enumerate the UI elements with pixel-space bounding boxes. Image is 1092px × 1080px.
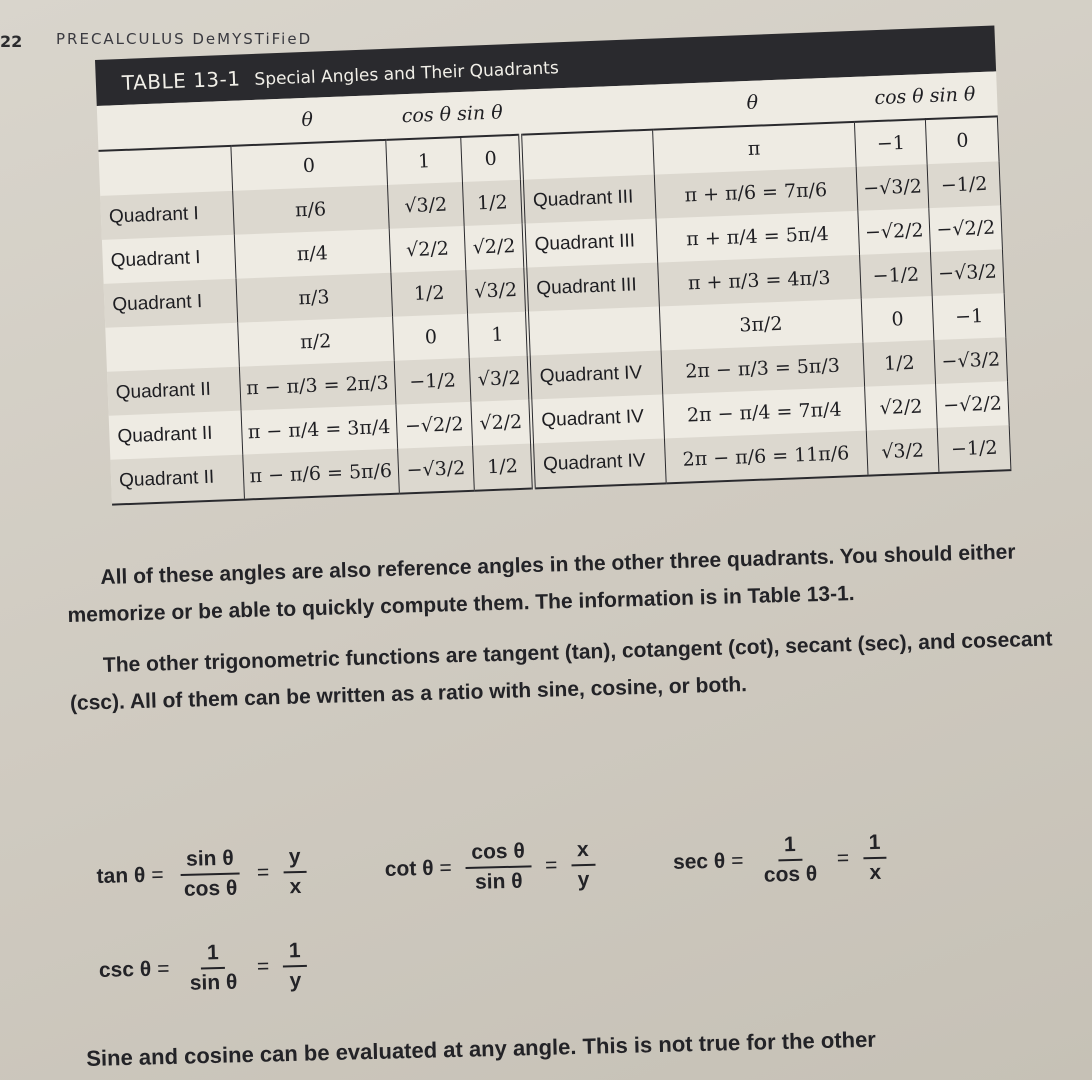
running-head: PRECALCULUS DeMYSTiFieD bbox=[56, 30, 313, 48]
table-cell-s1: 1/2 bbox=[462, 180, 523, 226]
cos-sin-header-right: cos θ sin θ bbox=[852, 71, 997, 121]
csc-den-1: sin θ bbox=[189, 970, 238, 995]
equals-sign: = bbox=[836, 846, 850, 870]
table-cell-t2: π + π/4 = 5π/4 bbox=[656, 211, 860, 263]
table-cell-c1: √3/2 bbox=[388, 182, 465, 229]
table-cell-t2: 2π − π/3 = 5π/3 bbox=[661, 343, 865, 395]
table-cell-t2: π + π/3 = 4π/3 bbox=[657, 255, 861, 307]
csc-fraction-2 bbox=[283, 939, 308, 994]
tan-den-1: cos θ bbox=[183, 876, 238, 901]
table-cell-q2: Quadrant III bbox=[524, 219, 658, 268]
table-cell-s1: 1 bbox=[467, 312, 528, 358]
cot-fraction-1 bbox=[465, 839, 532, 895]
table-cell-t1: 0 bbox=[230, 140, 387, 191]
table-cell-s2: −1 bbox=[933, 293, 1006, 340]
table-cell-t1: π/2 bbox=[237, 317, 394, 367]
tan-den-2: x bbox=[289, 875, 302, 899]
table-cell-c1: 1 bbox=[386, 137, 463, 185]
table-cell-q2 bbox=[527, 307, 661, 356]
table-cell-t1: π/3 bbox=[236, 273, 393, 323]
tan-formula bbox=[96, 845, 316, 904]
table-cell-c1: −1/2 bbox=[394, 358, 471, 405]
table-cell-c2: 1/2 bbox=[863, 340, 936, 387]
csc-num-2: 1 bbox=[283, 939, 307, 968]
theta-header-right: θ bbox=[651, 77, 855, 130]
table-cell-c2: −√2/2 bbox=[858, 208, 931, 255]
sec-fraction-1 bbox=[757, 832, 824, 888]
cot-num-2: x bbox=[571, 838, 595, 867]
table-cell-s1: √2/2 bbox=[464, 224, 525, 270]
cot-lhs: cot θ bbox=[384, 856, 434, 881]
sec-num-1: 1 bbox=[778, 833, 802, 862]
formula-row-1 bbox=[96, 828, 997, 904]
table-cell-q2: Quadrant IV bbox=[531, 394, 665, 443]
cot-fraction-2 bbox=[571, 838, 596, 893]
csc-lhs: csc θ bbox=[98, 957, 152, 982]
table-cell-q2: Quadrant III bbox=[526, 263, 660, 312]
table-cell-q1: Quadrant II bbox=[110, 455, 244, 505]
tan-num-2: y bbox=[283, 845, 307, 874]
sec-den-2: x bbox=[869, 860, 882, 885]
sec-formula bbox=[672, 830, 895, 889]
theta-header-left: θ bbox=[229, 95, 386, 146]
formulas bbox=[96, 828, 1000, 1038]
cot-num-1: cos θ bbox=[465, 839, 531, 869]
tan-fraction-2 bbox=[283, 845, 308, 900]
table-cell-c1: 1/2 bbox=[391, 270, 468, 317]
sec-lhs: sec θ bbox=[672, 849, 726, 874]
table-cell-s1: 1/2 bbox=[473, 443, 535, 490]
table-cell-t2: 2π − π/4 = 7π/4 bbox=[663, 387, 867, 439]
table-cell-q1: Quadrant I bbox=[104, 279, 238, 328]
table-cell-c2: −1/2 bbox=[859, 252, 932, 299]
table-cell-s2: 0 bbox=[926, 116, 999, 164]
equals-sign: = bbox=[256, 954, 270, 979]
table-cell-q1 bbox=[105, 323, 239, 372]
table-cell-s2: −√2/2 bbox=[936, 381, 1009, 428]
sec-fraction-2 bbox=[862, 831, 887, 886]
table-cell-q2: Quadrant IV bbox=[529, 350, 663, 399]
table-cell-c2: −√3/2 bbox=[856, 164, 929, 211]
equals-sign: = bbox=[439, 856, 453, 880]
table-cell-t2: π bbox=[652, 122, 856, 175]
table-cell-c1: −√2/2 bbox=[396, 402, 473, 449]
tan-lhs: tan θ bbox=[96, 863, 146, 888]
csc-num-1: 1 bbox=[201, 941, 225, 970]
equals-sign: = bbox=[156, 957, 170, 981]
table-cell-s1: √3/2 bbox=[466, 268, 527, 314]
table-cell-s2: −√3/2 bbox=[931, 249, 1004, 296]
table-cell-c2: √3/2 bbox=[866, 428, 939, 476]
table-cell-q1: Quadrant I bbox=[102, 235, 236, 284]
page-number: 22 bbox=[0, 32, 23, 51]
table-cell-t1: π/6 bbox=[232, 185, 389, 235]
table-cell-t1: π − π/4 = 3π/4 bbox=[241, 405, 398, 455]
cot-den-1: sin θ bbox=[474, 869, 523, 894]
csc-den-2: y bbox=[289, 969, 302, 993]
cot-den-2: y bbox=[577, 867, 590, 892]
sec-num-2: 1 bbox=[862, 831, 886, 860]
table-cell-q2: Quadrant III bbox=[522, 175, 656, 224]
table-cell-q1 bbox=[98, 146, 232, 196]
equals-sign: = bbox=[151, 863, 164, 887]
table-cell-t2: 3π/2 bbox=[659, 299, 863, 351]
body-text bbox=[66, 532, 1061, 736]
table-cell-s1: 0 bbox=[461, 135, 523, 182]
table-title: Special Angles and Their Quadrants bbox=[254, 58, 560, 90]
partial-text-line: Sine and cosine can be evaluated at any angle. This is not true for the other bbox=[86, 1026, 877, 1071]
tan-fraction-1 bbox=[177, 846, 244, 902]
table-cell-c2: 0 bbox=[861, 296, 934, 343]
table-cell-c1: 0 bbox=[393, 314, 470, 361]
table-cell-q2 bbox=[520, 130, 654, 180]
equals-sign: = bbox=[544, 853, 558, 878]
csc-formula bbox=[98, 939, 315, 998]
table-cell-s1: √3/2 bbox=[469, 356, 530, 402]
trig-table bbox=[97, 71, 1012, 505]
cos-sin-header-left: cos θ sin θ bbox=[384, 90, 520, 140]
table-cell-c2: −1 bbox=[854, 119, 927, 167]
table-cell-s2: −√3/2 bbox=[934, 337, 1007, 384]
table-cell-t2: 2π − π/6 = 11π/6 bbox=[664, 431, 868, 484]
table-number: TABLE 13-1 bbox=[121, 66, 241, 95]
table-cell-t1: π/4 bbox=[234, 229, 391, 279]
table-cell-q1: Quadrant II bbox=[107, 367, 241, 416]
csc-fraction-1 bbox=[183, 940, 244, 995]
special-angles-table bbox=[95, 25, 1011, 505]
cot-formula bbox=[384, 838, 604, 897]
tan-num-1: sin θ bbox=[180, 846, 240, 875]
equals-sign: = bbox=[256, 860, 270, 885]
table-cell-t1: π − π/3 = 2π/3 bbox=[239, 361, 396, 411]
table-cell-q1: Quadrant I bbox=[100, 191, 234, 240]
table-cell-q2: Quadrant IV bbox=[532, 438, 666, 488]
table-cell-s1: √2/2 bbox=[471, 400, 532, 446]
formula-row-2 bbox=[98, 922, 999, 998]
quadrant-header-left bbox=[97, 101, 231, 151]
table-cell-s2: −√2/2 bbox=[929, 205, 1002, 252]
table-cell-c1: √2/2 bbox=[389, 226, 466, 273]
paragraph-1: All of these angles are also reference angles in the other three quadrants. You should either memorize or be able to quickly compute them. The information is in Table 13-1. bbox=[67, 540, 1016, 627]
paragraph-2: The other trigonometric functions are tangent (tan), cotangent (cot), secant (sec), and cosecant (csc). All of them can be written as a ratio with sine, cosine, or both. bbox=[69, 627, 1053, 715]
sec-den-1: cos θ bbox=[763, 862, 818, 887]
table-cell-t1: π − π/6 = 5π/6 bbox=[242, 449, 399, 500]
table-cell-s2: −1/2 bbox=[938, 425, 1011, 473]
equals-sign: = bbox=[730, 849, 744, 873]
table-cell-t2: π + π/6 = 7π/6 bbox=[654, 167, 858, 219]
table-cell-c1: −√3/2 bbox=[398, 446, 475, 494]
quadrant-header-right bbox=[519, 85, 653, 135]
table-cell-q1: Quadrant II bbox=[109, 411, 243, 460]
table-cell-c2: √2/2 bbox=[864, 384, 937, 431]
table-cell-s2: −1/2 bbox=[927, 161, 1000, 208]
